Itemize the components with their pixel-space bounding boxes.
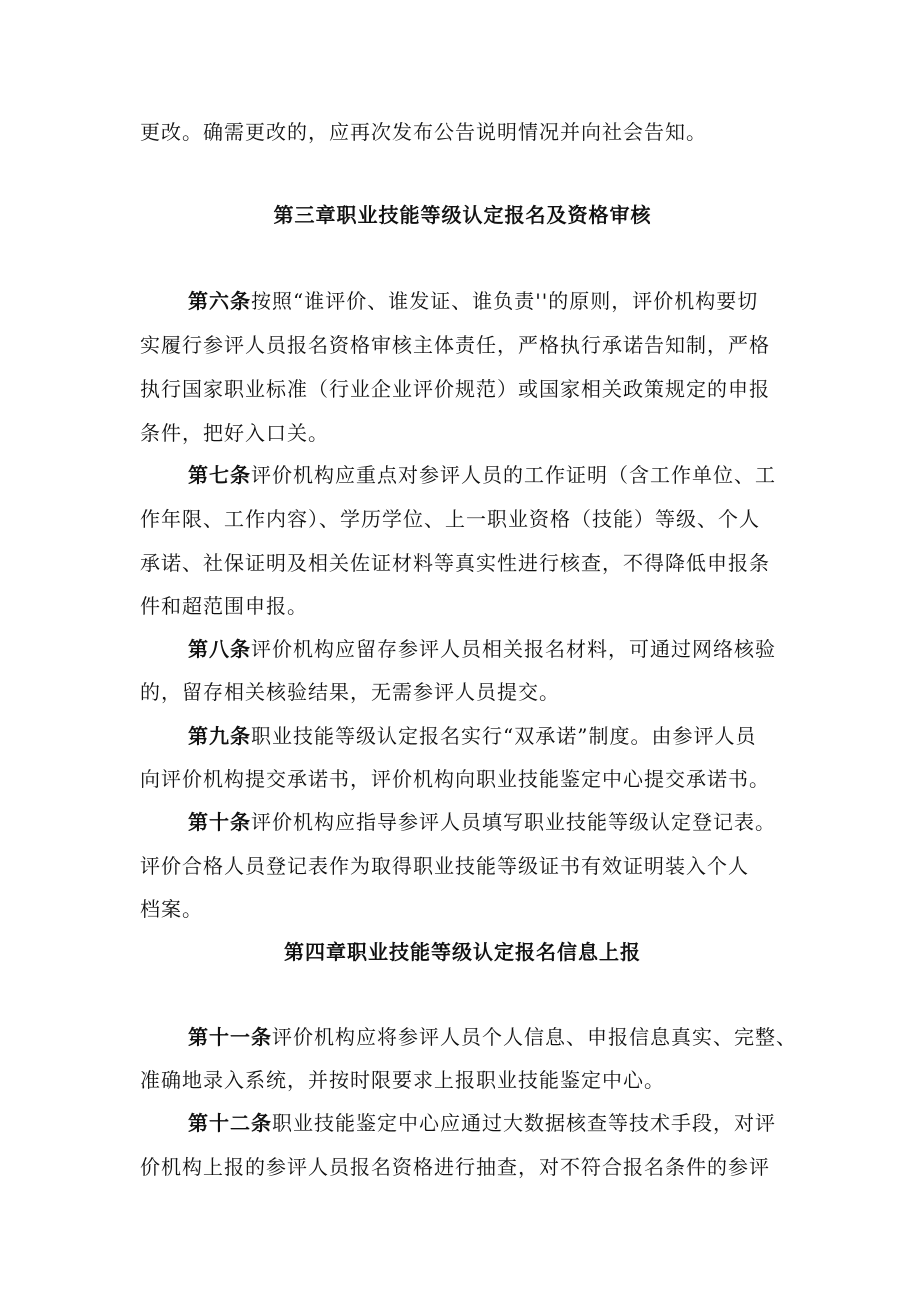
article-7-text-1: 评价机构应重点对参评人员的工作证明（含工作单位、工 xyxy=(251,463,776,487)
chapter-3-title: 第三章职业技能等级认定报名及资格审核 xyxy=(273,203,652,227)
article-9-label: 第九条 xyxy=(188,724,251,748)
article-6-label: 第六条 xyxy=(188,289,251,313)
article-9-line-2: 向评价机构提交承诺书，评价机构向职业技能鉴定中心提交承诺书。 xyxy=(140,767,770,791)
article-10-text-1: 评价机构应指导参评人员填写职业技能等级认定登记表。 xyxy=(251,810,776,834)
chapter-4-title: 第四章职业技能等级认定报名信息上报 xyxy=(284,940,641,964)
article-8-line-2: 的，留存相关核验结果，无需参评人员提交。 xyxy=(140,680,560,704)
article-11-text-1: 评价机构应将参评人员个人信息、申报信息真实、完整、 xyxy=(272,1025,797,1049)
article-12-text-1: 职业技能鉴定中心应通过大数据核查等技术手段，对评 xyxy=(272,1111,776,1135)
article-11-line-2: 准确地录入系统，并按时限要求上报职业技能鉴定中心。 xyxy=(140,1068,665,1092)
article-11-line-1 xyxy=(188,1023,797,1051)
article-12-line-1 xyxy=(188,1109,785,1137)
article-6-line-2: 实履行参评人员报名资格审核主体责任，严格执行承诺告知制，严格 xyxy=(140,333,770,357)
article-12-label: 第十二条 xyxy=(188,1111,272,1135)
article-10-label: 第十条 xyxy=(188,810,251,834)
article-6-line-1 xyxy=(188,287,785,315)
article-10-line-3: 档案。 xyxy=(140,897,203,921)
article-6-line-4: 条件，把好入口关。 xyxy=(140,421,329,445)
article-6-line-3: 执行国家职业标准（行业企业评价规范）或国家相关政策规定的申报 xyxy=(140,377,770,401)
article-7-label: 第七条 xyxy=(188,463,251,487)
article-7-line-4: 件和超范围申报。 xyxy=(140,594,308,618)
article-9-line-1 xyxy=(188,722,785,750)
article-8-label: 第八条 xyxy=(188,637,251,661)
article-7-line-1 xyxy=(188,461,785,489)
article-9-text-1: 职业技能等级认定报名实行“双承诺”制度。由参评人员 xyxy=(251,724,757,748)
article-8-line-1 xyxy=(188,635,785,663)
article-12-line-2: 价机构上报的参评人员报名资格进行抽查，对不符合报名条件的参评 xyxy=(140,1155,770,1179)
article-11-label: 第十一条 xyxy=(188,1025,272,1049)
article-6-text-1: 按照“谁评价、谁发证、谁负责''的原则，评价机构要切 xyxy=(251,289,759,313)
article-10-line-1 xyxy=(188,808,785,836)
intro-line: 更改。确需更改的，应再次发布公告说明情况并向社会告知。 xyxy=(140,120,707,144)
article-10-line-2: 评价合格人员登记表作为取得职业技能等级证书有效证明装入个人 xyxy=(140,854,749,878)
article-7-line-2: 作年限、工作内容）、学历学位、上一职业资格（技能）等级、个人 xyxy=(140,507,760,531)
article-8-text-1: 评价机构应留存参评人员相关报名材料，可通过网络核验 xyxy=(251,637,776,661)
article-7-line-3: 承诺、社保证明及相关佐证材料等真实性进行核查，不得降低申报条 xyxy=(140,551,770,575)
